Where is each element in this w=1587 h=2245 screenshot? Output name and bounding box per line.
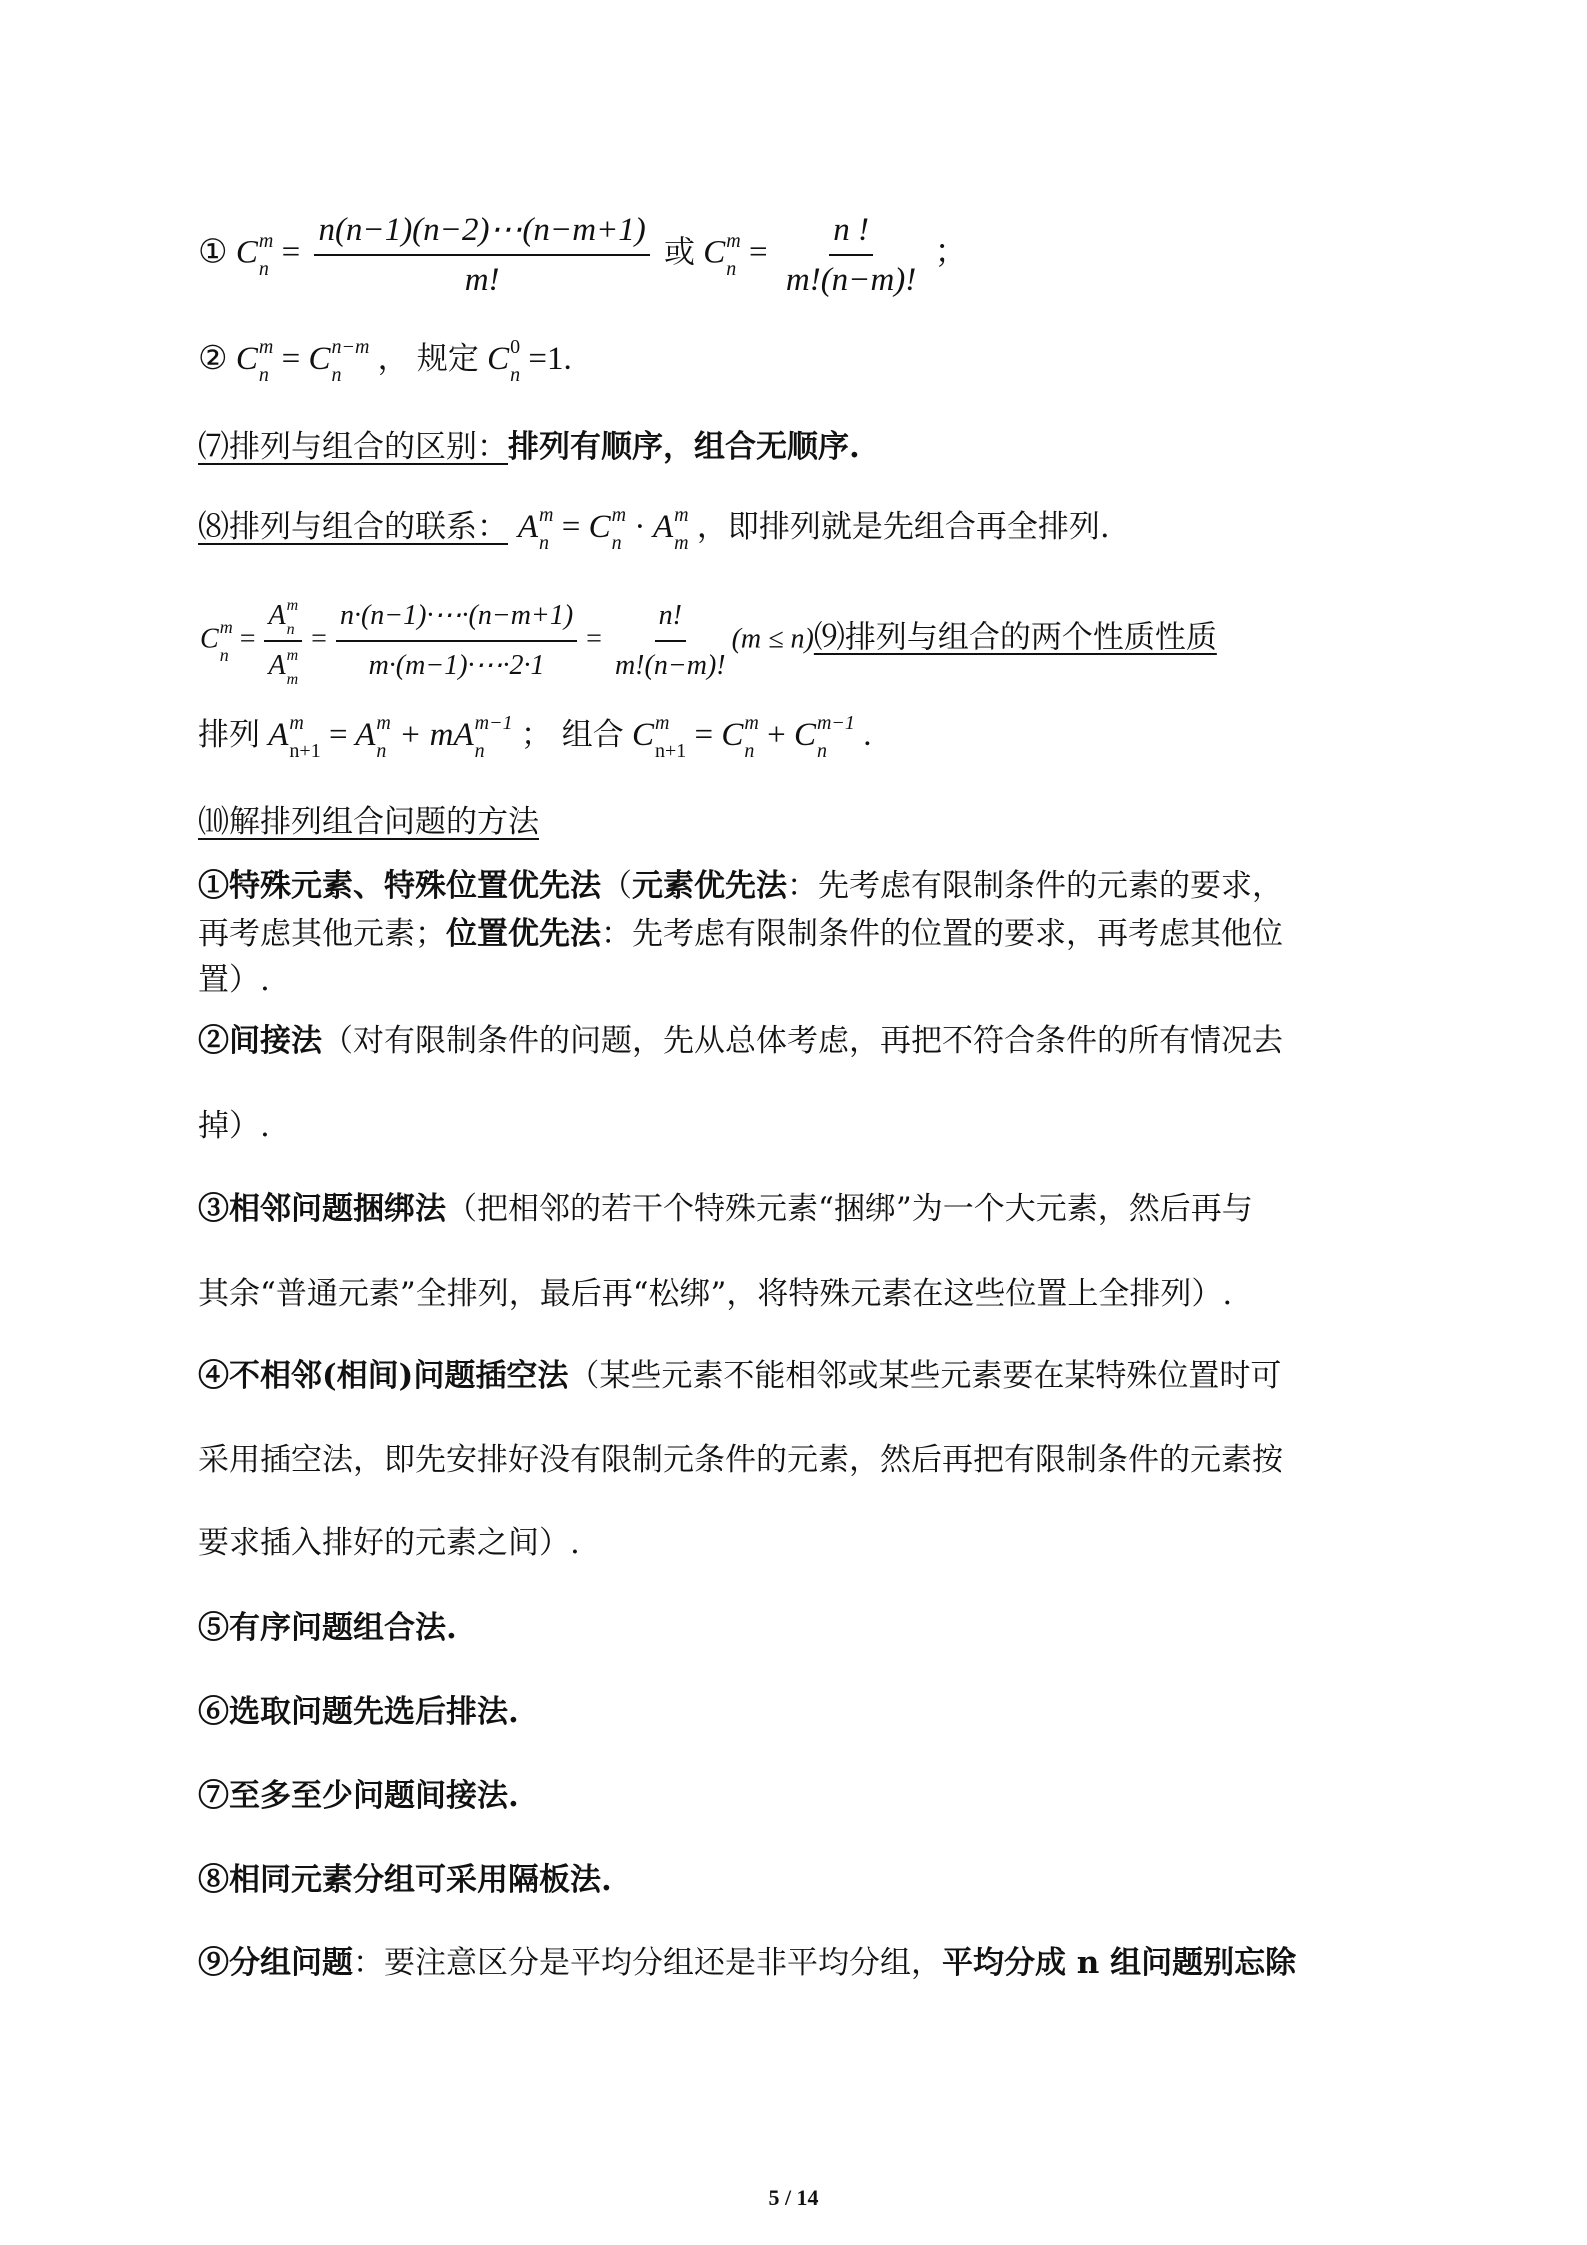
subscript: n	[219, 645, 229, 665]
denominator: m·(m−1)·⋯·2·1	[368, 650, 545, 681]
symbol-a: A	[268, 650, 286, 681]
symbol-a: A	[268, 600, 286, 631]
method-title: 平均分成 n 组问题别忘除	[942, 1945, 1297, 1981]
numerator	[264, 596, 302, 642]
equals-sign: =	[694, 717, 714, 753]
method-8-line-1	[198, 1860, 612, 1900]
method-4-line-3	[198, 1523, 580, 1563]
equals-sign: =	[281, 234, 301, 271]
sup-sub	[258, 336, 274, 387]
method-3-line-1	[198, 1189, 1253, 1229]
subscript: n+1	[654, 740, 687, 763]
superscript: n−m	[331, 336, 370, 359]
sup-sub	[510, 336, 521, 387]
equals-sign: =	[586, 623, 602, 655]
equals-sign: =	[749, 234, 768, 271]
symbol-c: C	[721, 717, 744, 753]
symbol-a: A	[652, 509, 674, 545]
subscript: m	[674, 532, 689, 555]
method-title: ④不相邻(相间)问题插空法	[198, 1358, 569, 1394]
subscript: n	[258, 364, 269, 387]
sup-sub	[654, 712, 687, 763]
numerator: n(n−1)(n−2)⋯(n−m+1)	[314, 210, 649, 256]
symbol-a: A	[268, 717, 289, 753]
subscript: n	[376, 740, 387, 763]
section-8-relation	[198, 504, 1110, 555]
sup-sub	[816, 712, 855, 763]
symbol-a: A	[517, 509, 539, 545]
circled-number-2: ②	[198, 338, 228, 377]
section-10-heading	[198, 802, 539, 842]
formula-combination-symmetry	[198, 336, 572, 387]
symbol-c: C	[200, 623, 219, 655]
method-1-line-1	[198, 866, 1283, 906]
combination-label: 组合	[561, 717, 624, 753]
method-2-line-1	[198, 1021, 1283, 1061]
denominator: m!	[464, 262, 500, 298]
superscript: m	[376, 712, 391, 735]
method-title: ⑧相同元素分组可采用隔板法.	[198, 1862, 612, 1898]
comma: ，	[377, 341, 409, 377]
method-title: 元素优先法	[632, 868, 787, 904]
method-text: （	[601, 868, 632, 904]
method-title: ②间接法	[198, 1023, 322, 1059]
method-title: ③相邻问题捆绑法	[198, 1191, 446, 1227]
subscript: n+1	[289, 740, 321, 763]
method-5-line-1	[198, 1608, 457, 1648]
equals-sign: =	[311, 623, 327, 655]
subscript: m	[286, 670, 299, 688]
method-text: 要求插入排好的元素之间）.	[198, 1525, 580, 1561]
numerator: n·(n−1)·⋯·(n−m+1)	[336, 596, 577, 642]
symbol-c: C	[235, 341, 258, 377]
sup-sub	[744, 712, 759, 763]
permutation-label: 排列	[198, 717, 260, 753]
superscript: m	[289, 712, 304, 735]
method-text: （把相邻的若干个特殊元素“捆绑”为一个大元素，然后再与	[446, 1191, 1253, 1227]
permutation-property	[260, 712, 521, 763]
superscript: m	[286, 596, 299, 614]
sup-sub	[611, 504, 627, 555]
denominator	[264, 642, 302, 686]
sup-sub	[286, 596, 299, 638]
subscript: n	[474, 740, 485, 763]
method-text: 掉）.	[198, 1108, 270, 1144]
plus-m: + m	[399, 717, 454, 753]
subscript: n	[816, 740, 827, 763]
superscript: m−1	[474, 712, 513, 735]
equals-one: =1.	[528, 341, 572, 377]
sup-sub	[674, 504, 689, 555]
subscript: n	[539, 532, 550, 555]
equals-sign: =	[561, 509, 581, 545]
fraction-product-expansion	[336, 596, 577, 686]
dot-operator: ·	[634, 509, 646, 545]
symbol-c: C	[793, 717, 816, 753]
sup-sub	[726, 230, 741, 280]
sup-sub	[219, 617, 233, 665]
method-2-line-2	[198, 1106, 270, 1146]
period: .	[863, 717, 872, 753]
sup-sub	[286, 646, 299, 688]
equals-sign: =	[281, 341, 301, 377]
numerator: n!	[655, 596, 686, 642]
method-text: （某些元素不能相邻或某些元素要在某特殊位置时可	[568, 1358, 1282, 1394]
relation-formula	[517, 504, 697, 555]
sup-sub	[289, 712, 321, 763]
denominator: m!(n−m)!	[785, 262, 917, 298]
superscript: m	[219, 617, 233, 637]
section-heading: ⑺排列与组合的区别：	[198, 429, 508, 465]
superscript: m	[674, 504, 689, 527]
method-title: ⑥选取问题先选后排法.	[198, 1694, 519, 1730]
method-9-line-1	[198, 1943, 1296, 1983]
symbol-a: A	[355, 717, 376, 753]
method-4-line-2	[198, 1440, 1283, 1480]
superscript: m	[258, 230, 274, 252]
symbol-c: C	[235, 234, 258, 271]
properties-formulas	[198, 712, 872, 763]
symbol-c: C	[703, 234, 726, 271]
superscript: m	[258, 336, 274, 359]
section-heading: ⑽解排列组合问题的方法	[198, 804, 539, 840]
superscript: m−1	[816, 712, 855, 735]
numerator: n !	[829, 210, 873, 256]
method-title: ①特殊元素、特殊位置优先法	[198, 868, 601, 904]
superscript: m	[726, 230, 741, 252]
method-text: ：先考虑有限制条件的元素的要求，	[787, 868, 1283, 904]
section-body: 排列有顺序，组合无顺序.	[508, 429, 860, 465]
sup-sub	[376, 712, 391, 763]
equals-sign: =	[328, 717, 348, 753]
method-title: ⑨分组问题	[198, 1945, 353, 1981]
subscript: n	[611, 532, 622, 555]
subscript: n	[258, 258, 269, 280]
formula-combination-expansion	[200, 596, 1217, 686]
method-7-line-1	[198, 1776, 519, 1816]
fraction-product	[314, 210, 649, 300]
section-body: ，即排列就是先组合再全排列.	[696, 509, 1110, 545]
method-title: ⑦至多至少问题间接法.	[198, 1778, 519, 1814]
method-text: （对有限制条件的问题，先从总体考虑，再把不符合条件的所有情况去	[322, 1023, 1283, 1059]
method-6-line-1	[198, 1692, 519, 1732]
sup-sub	[539, 504, 554, 555]
section-7-difference	[198, 427, 860, 467]
method-text: 其余“普通元素”全排列，最后再“松绑”，将特殊元素在这些位置上全排列）.	[198, 1276, 1233, 1312]
symbol-a: A	[453, 717, 474, 753]
formula-combination-definition	[198, 210, 968, 300]
symbol-c: C	[588, 509, 611, 545]
method-text: 采用插空法，即先安排好没有限制元条件的元素，然后再把有限制条件的元素按	[198, 1442, 1283, 1478]
sup-sub	[331, 336, 370, 387]
fraction-a-over-a	[264, 596, 302, 686]
method-1-line-2	[198, 914, 1283, 954]
symbol-c: C	[631, 717, 654, 753]
fraction-factorial	[611, 596, 730, 686]
superscript: 0	[510, 336, 521, 359]
method-text: ：要注意区分是平均分组还是非平均分组，	[353, 1945, 942, 1981]
method-title: ⑤有序问题组合法.	[198, 1610, 457, 1646]
symbol-c: C	[487, 341, 510, 377]
combination-property	[624, 712, 872, 763]
subscript: n	[510, 364, 521, 387]
denominator: m!(n−m)!	[614, 650, 726, 681]
circled-number-1: ①	[198, 231, 228, 271]
subscript: n	[744, 740, 755, 763]
method-text: 置）.	[198, 962, 270, 998]
rule-text: 规定	[416, 341, 479, 377]
subscript: n	[331, 364, 342, 387]
section-9-heading: ⑼排列与组合的两个性质性质	[813, 619, 1217, 656]
superscript: m	[611, 504, 627, 527]
superscript: m	[286, 646, 299, 664]
method-4-line-1	[198, 1356, 1281, 1396]
condition: (m ≤ n)	[731, 623, 814, 655]
sup-sub	[474, 712, 513, 763]
semicolon: ；	[520, 717, 552, 753]
symbol-c: C	[308, 341, 331, 377]
superscript: m	[744, 712, 759, 735]
superscript: m	[654, 712, 670, 735]
method-1-line-3	[198, 960, 270, 1000]
plus-sign: +	[767, 717, 786, 753]
method-text: 再考虑其他元素；	[198, 916, 446, 952]
semicolon: ；	[934, 234, 968, 271]
method-text: ：先考虑有限制条件的位置的要求，再考虑其他位	[601, 916, 1283, 952]
sup-sub	[258, 230, 274, 280]
equals-sign: =	[239, 623, 256, 655]
fraction-factorial	[782, 210, 920, 300]
page-number: 5 / 14	[768, 2185, 819, 2210]
superscript: m	[539, 504, 554, 527]
section-heading: ⑻排列与组合的联系：	[198, 509, 508, 545]
or-text: 或	[664, 234, 696, 271]
subscript: n	[286, 620, 295, 638]
subscript: n	[726, 258, 737, 280]
method-title: 位置优先法	[446, 916, 601, 952]
method-3-line-2	[198, 1274, 1232, 1314]
